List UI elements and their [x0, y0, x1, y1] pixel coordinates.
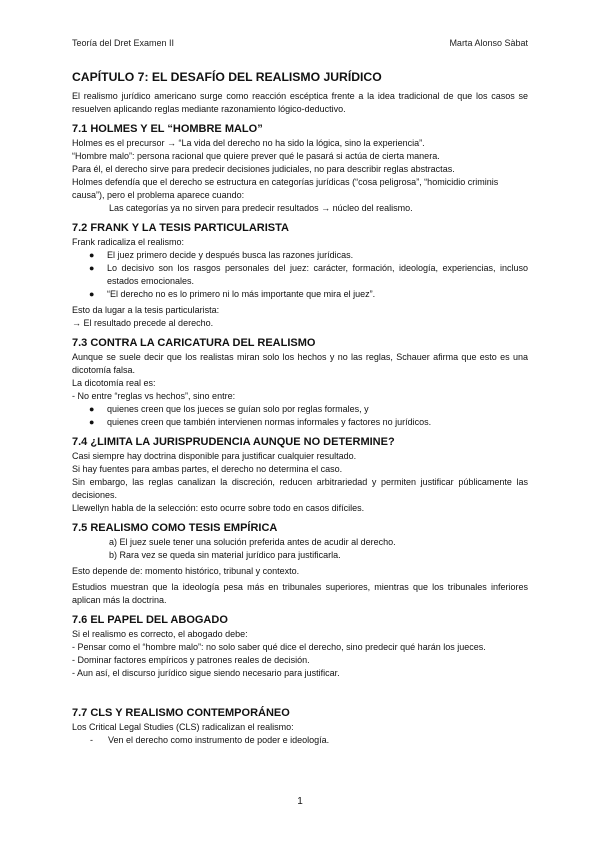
paragraph: Holmes es el precursor → “La vida del derecho no ha sido la lógica, sino la experiencia”. [72, 138, 425, 148]
section-heading-7-4: 7.4 ¿LIMITA LA JURISPRUDENCIA AUNQUE NO DETERMINE? [72, 436, 395, 448]
section-heading-7-5: 7.5 REALISMO COMO TESIS EMPÍRICA [72, 522, 278, 534]
paragraph: Estudios muestran que la ideología pesa más en tribunales superiores, mientras que los tribunales inferiores aplican más la doctrina. [72, 582, 528, 605]
bullet-icon: ● [89, 289, 95, 299]
paragraph: “Hombre malo”: persona racional que quiere prever qué le pasará si actúa de cierta manera. [72, 151, 440, 161]
section-heading-7-7: 7.7 CLS Y REALISMO CONTEMPORÁNEO [72, 707, 290, 719]
paragraph: La dicotomía real es: [72, 378, 156, 388]
paragraph: Aunque se suele decir que los realistas miran solo los hechos y no las reglas, Schauer afirma que esto es una dicotomía falsa. [72, 352, 528, 375]
bullet-icon: ● [89, 250, 95, 260]
paragraph: Los Critical Legal Studies (CLS) radicalizan el realismo: [72, 722, 294, 732]
paragraph: - Pensar como el “hombre malo”: no solo saber qué dice el derecho, sino predecir qué harán los jueces. [72, 642, 486, 652]
chapter-title: CAPÍTULO 7: EL DESAFÍO DEL REALISMO JURÍDICO [72, 70, 382, 84]
paragraph: Holmes defendía que el derecho se estructura en categorías jurídicas (“cosa peligrosa”, “homicidio criminis causa”), pero el problema aparece cuando: [72, 177, 499, 200]
list-item: - Ven el derecho como instrumento de poder e ideología. [90, 735, 330, 745]
bullet-icon: ● [89, 417, 95, 427]
section-heading-7-1: 7.1 HOLMES Y EL “HOMBRE MALO” [72, 123, 263, 135]
document-body [72, 70, 528, 747]
list-item: ● Lo decisivo son los rasgos personales del juez: carácter, formación, ideología, experiencias, incluso estados emocionales. [89, 263, 528, 286]
section-heading-7-2: 7.2 FRANK Y LA TESIS PARTICULARISTA [72, 222, 289, 234]
paragraph: - Dominar factores empíricos y patrones reales de decisión. [72, 655, 310, 665]
list-item: a) El juez suele tener una solución preferida antes de acudir al derecho. [109, 537, 396, 547]
list-item: ● El juez primero decide y después busca las razones jurídicas. [89, 250, 354, 260]
indented-paragraph: Las categorías ya no sirven para predecir resultados → núcleo del realismo. [109, 203, 413, 213]
paragraph: Esto da lugar a la tesis particularista: [72, 305, 220, 315]
header-left: Teoría del Dret Examen II [72, 38, 175, 48]
paragraph: Si hay fuentes para ambas partes, el derecho no determina el caso. [72, 464, 343, 474]
bullet-icon: ● [89, 404, 95, 414]
paragraph: Para él, el derecho sirve para predecir decisiones judiciales, no para describir reglas abstractas. [72, 164, 455, 174]
paragraph: Frank radicaliza el realismo: [72, 237, 185, 247]
section-heading-7-3: 7.3 CONTRA LA CARICATURA DEL REALISMO [72, 337, 316, 349]
page-number: 1 [297, 796, 303, 807]
dash-marker: - [90, 735, 93, 745]
bullet-list [72, 403, 528, 429]
paragraph: Si el realismo es correcto, el abogado debe: [72, 629, 248, 639]
bullet-icon: ● [89, 263, 95, 273]
list-item: ● quienes creen que también intervienen normas informales y factores no jurídicos. [89, 417, 432, 427]
paragraph: Casi siempre hay doctrina disponible para justificar cualquier resultado. [72, 451, 357, 461]
list-item: ● “El derecho no es lo primero ni lo más importante que mira el juez”. [89, 289, 376, 299]
paragraph: - No entre “reglas vs hechos”, sino entre: [72, 391, 236, 401]
paragraph: Llewellyn habla de la selección: esto ocurre sobre todo en casos difíciles. [72, 503, 365, 513]
lettered-list [72, 536, 528, 562]
paragraph: Sin embargo, las reglas canalizan la discreción, reducen arbitrariedad y permiten justificar públicamente las decisiones. [72, 477, 528, 500]
paragraph: Esto depende de: momento histórico, tribunal y contexto. [72, 566, 300, 576]
bullet-list [72, 249, 528, 301]
intro-paragraph: El realismo jurídico americano surge como reacción escéptica frente a la idea tradicional de que los casos se resuelven aplicando reglas mediante razonamiento lógico-deductivo. [72, 91, 528, 114]
paragraph: - Aun así, el discurso jurídico sigue siendo necesario para justificar. [72, 668, 340, 678]
paragraph: → El resultado precede al derecho. [72, 318, 214, 328]
section-heading-7-6: 7.6 EL PAPEL DEL ABOGADO [72, 614, 228, 626]
list-item: b) Rara vez se queda sin material jurídico para justificarla. [109, 550, 341, 560]
header-right: Marta Alonso Sàbat [449, 38, 528, 48]
list-item: ● quienes creen que los jueces se guían solo por reglas formales, y [89, 404, 369, 414]
dash-list [72, 734, 528, 747]
